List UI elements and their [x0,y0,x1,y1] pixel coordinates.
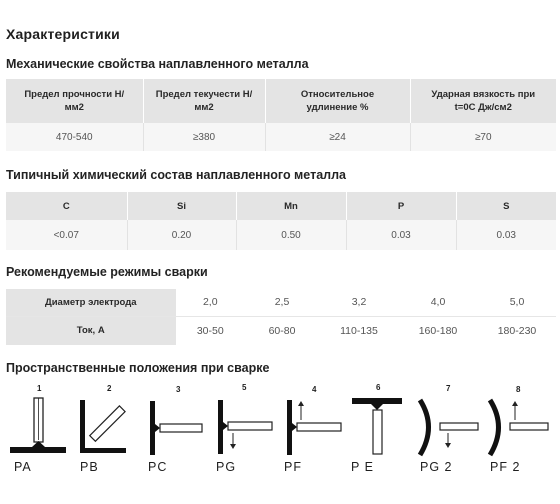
position-pc-icon [150,401,202,455]
mech-value-cell: ≥24 [265,123,410,151]
chem-heading: Типичный химический состав наплавленного металла [6,168,347,182]
weld-diameter-row [6,289,556,316]
position-pg-icon [218,400,272,454]
position-label: PG [216,460,237,474]
position-number: 1 [37,384,42,393]
weld-current-label: Ток, А [6,316,176,345]
mech-value-cell: ≥70 [410,123,556,151]
position-label: PC [148,460,168,474]
position-pa-icon [10,398,66,453]
chem-value-cell: 0.03 [346,220,456,250]
chem-value-cell: 0.03 [456,220,556,250]
chem-header-cell: Si [127,192,236,220]
position-number: 5 [242,383,247,392]
position-number: 4 [312,385,317,394]
position-label: PF [284,460,302,474]
chem-header-cell: P [346,192,456,220]
weld-table [6,289,556,345]
chem-header-cell: C [6,192,127,220]
weld-diameter-cell: 2,5 [244,289,320,316]
weld-diameter-label: Диаметр электрода [6,289,176,316]
page-title: Характеристики [6,26,120,42]
weld-current-cell: 160-180 [398,316,478,345]
mech-header-cell: Относительное удлинение % [265,79,410,123]
position-number: 2 [107,384,112,393]
weld-heading: Рекомендуемые режимы сварки [6,265,208,279]
chem-value-cell: 0.50 [236,220,346,250]
weld-diameter-cell: 2,0 [176,289,244,316]
position-label: PG 2 [420,460,453,474]
position-number: 3 [176,385,181,394]
chem-header-row [6,192,556,220]
weld-current-row [6,316,556,345]
weld-diameter-cell: 4,0 [398,289,478,316]
position-pe-icon [352,398,402,454]
weld-current-cell: 180-230 [478,316,556,345]
mech-header-row [6,79,556,123]
mech-header-cell: Предел прочности Н/мм2 [6,79,143,123]
mech-header-cell: Ударная вязкость при t=0С Дж/см2 [410,79,556,123]
position-label: PF 2 [490,460,521,474]
position-pf-icon [287,400,341,455]
weld-diameter-cell: 3,2 [320,289,398,316]
position-number: 7 [446,384,451,393]
position-number: 8 [516,385,521,394]
chem-header-cell: Mn [236,192,346,220]
weld-diameter-cell: 5,0 [478,289,556,316]
position-pg2-icon [420,400,478,455]
chem-value-cell: 0.20 [127,220,236,250]
mech-value-cell: 470-540 [6,123,143,151]
positions-heading: Пространственные положения при сварке [6,361,270,375]
position-number: 6 [376,383,381,392]
mech-table [6,79,556,151]
mech-header-cell: Предел текучести Н/мм2 [143,79,265,123]
mech-value-cell: ≥380 [143,123,265,151]
position-label: P E [351,460,374,474]
position-pb-icon [80,400,126,453]
chem-table [6,192,556,250]
weld-current-cell: 110-135 [320,316,398,345]
mech-heading: Механические свойства наплавленного металла [6,57,309,71]
weld-current-cell: 60-80 [244,316,320,345]
chem-value-row [6,220,556,250]
welding-positions-diagram [0,380,560,504]
position-pf2-icon [490,400,548,455]
mech-value-row [6,123,556,151]
chem-value-cell: <0.07 [6,220,127,250]
weld-current-cell: 30-50 [176,316,244,345]
position-label: PA [14,460,32,474]
position-label: PB [80,460,99,474]
chem-header-cell: S [456,192,556,220]
